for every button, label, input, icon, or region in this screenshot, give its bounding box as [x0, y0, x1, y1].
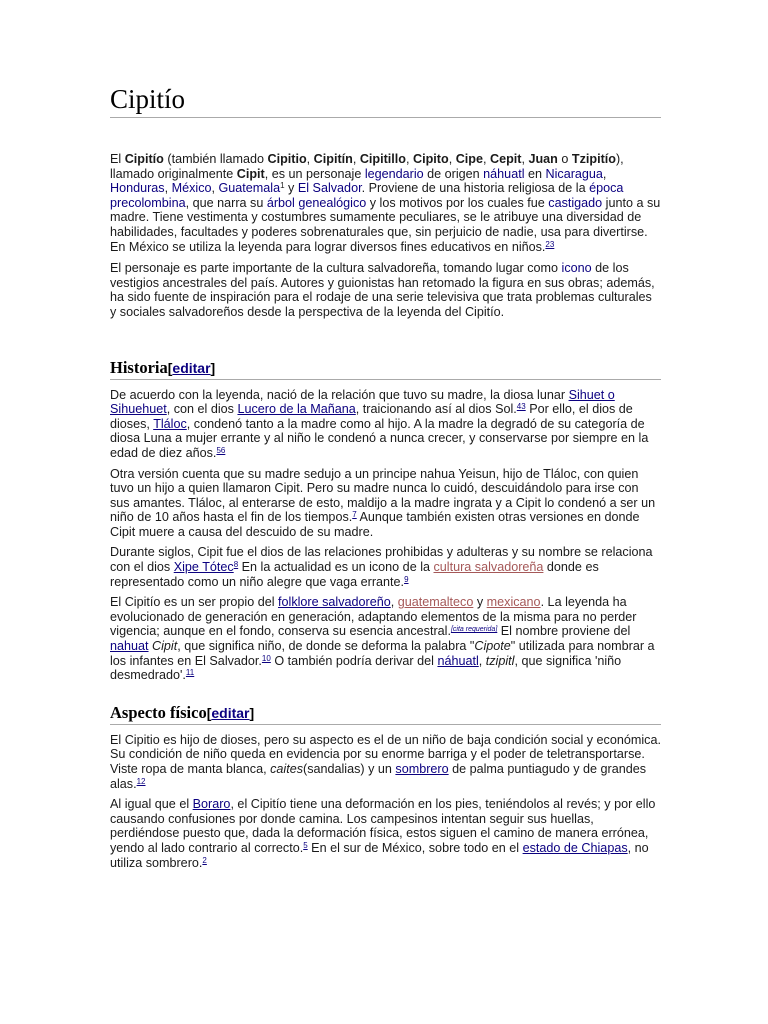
bold-term: Cipe: [455, 152, 483, 166]
reference-marker[interactable]: 12: [136, 776, 146, 786]
text-run: ), llamado originalmente: [110, 152, 624, 181]
text-run: " utilizada para nombrar a los infantes en El Salvador.: [110, 639, 655, 668]
text-run: ,: [406, 152, 413, 166]
link-epoca-precolombina[interactable]: época precolombina: [110, 181, 624, 210]
text-run: De acuerdo con la leyenda, nació de la relación que tuvo su madre, la diosa lunar: [110, 387, 569, 402]
reference-marker[interactable]: 8: [233, 560, 239, 570]
text-run: y: [473, 595, 487, 610]
text-run: El personaje es parte importante de la cultura salvadoreña, tomando lugar como: [110, 261, 562, 276]
section-title: Historia: [110, 357, 168, 377]
text-run: , condenó tanto a la madre como al hijo. A la madre la degradó de su categoría de diosa Luna a mujer errante y al niño le condenó a nunca crecer, y conservarse por siempre en la edad de diez años.: [110, 416, 649, 460]
reference-marker[interactable]: 5: [303, 840, 308, 850]
bold-term: Cipito: [413, 152, 449, 166]
text-run: , con el dios: [166, 402, 238, 417]
link-estado-de-chiapas[interactable]: estado de Chiapas: [522, 840, 628, 855]
italic-term: Cipote: [474, 639, 511, 654]
text-run: ,: [306, 152, 314, 166]
text-run: , que significa niño, de donde se deforma la palabra ": [177, 639, 475, 654]
text-run: El Cipitio es hijo de dioses, pero su aspecto es el de un niño de baja condición social y económica. Su condición de niño queda en evidencia por su enorme barriga y el poder de teletransportarse. Viste ropa de manta blanca,: [110, 732, 661, 776]
text-run: Al igual que el: [110, 797, 193, 812]
text-run: y: [284, 181, 298, 196]
aspecto-paragraph-1: [110, 733, 661, 791]
link-boraro[interactable]: Boraro: [192, 797, 231, 812]
text-run: , no utiliza sombrero.: [110, 840, 649, 870]
section-heading-aspecto-fisico: [110, 703, 661, 725]
link-cultura-salvadorena[interactable]: cultura salvadoreña: [433, 560, 544, 575]
italic-term: Cipit: [152, 639, 178, 654]
link-tlaloc[interactable]: Tláloc: [153, 416, 187, 431]
text-run: donde es representado como un niño alegre que vaga errante.: [110, 560, 599, 589]
text-run: en: [524, 166, 546, 181]
text-run: (sandalias) y un: [303, 762, 396, 776]
link-sihuet[interactable]: Sihuet o Sihuehuet: [110, 387, 615, 417]
link-folklore-salvadoreno[interactable]: folklore salvadoreño: [278, 595, 391, 610]
link-el-salvador[interactable]: El Salvador: [297, 181, 362, 196]
bold-term: Cipitillo: [359, 152, 406, 166]
text-run: ,: [521, 152, 529, 166]
link-guatemalteco[interactable]: guatemalteco: [397, 595, 474, 610]
historia-paragraph-4: [110, 595, 661, 683]
edit-bracket: ]: [249, 704, 255, 721]
reference-marker[interactable]: 11: [185, 668, 195, 678]
link-nicaragua[interactable]: Nicaragua: [545, 166, 603, 181]
text-run: Durante siglos, Cipit fue el dios de las relaciones prohibidas y adulteras y su nombre se relaciona con el dios: [110, 545, 653, 575]
edit-bracket: ]: [210, 359, 216, 376]
text-run: , que narra su: [185, 195, 267, 210]
text-run: , que significa 'niño desmedrado'.: [110, 653, 622, 683]
historia-paragraph-2: [110, 467, 661, 540]
text-run: ,: [482, 152, 490, 166]
aspecto-paragraph-2: [110, 797, 661, 870]
reference-marker[interactable]: 56: [216, 445, 226, 455]
bold-term: Cipitio: [267, 152, 307, 166]
text-run: y los motivos por los cuales fue: [366, 195, 549, 210]
text-run: O también podría derivar del: [270, 653, 438, 668]
bold-term: Cipitío: [124, 152, 164, 166]
text-run: de los vestigios ancestrales del país. Autores y guionistas han retomado la figura en sus obras; además, ha sido fuente de inspiración para el rodaje de una serie televisiva que trata problemas culturales y sociales salvadoreños desde la perspectiva de la leyenda del Cipitío.: [110, 261, 655, 319]
text-run: . La leyenda ha evolucionado de generación en generación, adaptando elementos de la misma para no perder vigencia; aunque en el fondo, conserva su esencia ancestral.: [110, 595, 637, 639]
link-icono[interactable]: icono: [561, 261, 592, 276]
text-run: En el sur de México, sobre todo en el: [307, 840, 523, 855]
text-run: El nombre proviene del: [497, 624, 631, 639]
reference-marker[interactable]: 43: [516, 402, 526, 412]
text-run: junto a su madre. Tiene vestimenta y costumbres sumamente peculiares, se le atribuye una diversidad de habilidades, facultades y poderes sobrenaturales que, sin perjuicio de nadie, usa para divertirse. En México se utiliza la leyenda para lograr diversos fines educativos en niños.: [110, 195, 661, 254]
link-legendario[interactable]: legendario: [364, 166, 424, 181]
text-run: En la actualidad es un icono de la: [238, 560, 434, 575]
reference-marker[interactable]: 1: [280, 181, 285, 191]
text-run: . Proviene de una historia religiosa de la: [361, 181, 590, 196]
intro-paragraph-1: [110, 152, 661, 254]
italic-term: tzipitl: [485, 653, 515, 668]
bold-term: Juan: [528, 152, 558, 166]
link-nahuat[interactable]: nahuat: [110, 639, 149, 654]
bold-term: Tzipitío: [571, 152, 616, 166]
text-run: (también llamado: [163, 152, 268, 166]
section-title: Aspecto físico: [110, 702, 207, 722]
text-run: Otra versión cuenta que su madre sedujo a un principe nahua Yeisun, hijo de Tláloc, con quien tuvo un hijo a quien llamaron Cipit. Pero su madre nunca lo cuidó, descuidándolo para irse con sus amantes. Tláloc, al enterarse de esto, maldijo a la madre ingrata y a Cipit lo condenó a ser un niño de 10 años hasta el fin de los tiempos.: [110, 466, 656, 525]
edit-bracket: [: [206, 704, 212, 721]
bold-term: Cipitín: [313, 152, 353, 166]
link-sombrero[interactable]: sombrero: [395, 762, 449, 776]
link-arbol-genealogico[interactable]: árbol genealógico: [266, 195, 367, 210]
bold-term: Cepit: [489, 152, 522, 166]
text-run: ,: [211, 181, 219, 196]
text-run: Por ello, el dios de dioses,: [110, 402, 633, 431]
text-run: Aunque también existen otras versiones en donde Cipit muere a causa del descuido de su madre.: [110, 510, 640, 539]
edit-link-historia[interactable]: editar: [172, 359, 211, 376]
text-run: El: [110, 152, 125, 166]
reference-marker[interactable]: 7: [352, 510, 357, 520]
text-run: o: [557, 152, 572, 166]
reference-marker[interactable]: 23: [545, 239, 555, 249]
citation-needed-marker[interactable]: [cita requerida]: [450, 626, 498, 634]
bold-term: Cipit: [236, 166, 265, 181]
text-run: ,: [602, 166, 607, 181]
link-castigado[interactable]: castigado: [548, 195, 603, 210]
text-run: de origen: [423, 166, 484, 181]
text-run: ,: [352, 152, 360, 166]
link-mexicano[interactable]: mexicano: [486, 595, 541, 610]
article-title: Cipitío: [110, 84, 661, 118]
text-run: ,: [448, 152, 456, 166]
edit-link-aspecto-fisico[interactable]: editar: [211, 704, 250, 721]
text-run: , traicionando así al dios Sol.: [355, 402, 517, 417]
historia-paragraph-1: [110, 388, 661, 461]
text-run: , el Cipitío tiene una deformación en los pies, teniéndolos al revés; y por ello causando confusiones por donde camina. Los campesinos intentan seguir sus huellas, perdiéndose puesto que, dada la deformación física, estos siguen el camino de manera errónea, yendo al lado contrario al correcto.: [110, 797, 656, 855]
reference-marker[interactable]: 10: [261, 653, 271, 663]
italic-term: caites: [270, 762, 303, 776]
link-nahuatl[interactable]: náhuatl: [483, 166, 525, 181]
link-nahuatl-2[interactable]: náhuatl: [437, 653, 479, 668]
text-run: ,: [164, 181, 172, 196]
text-run: , es un personaje: [264, 166, 365, 181]
section-heading-historia: [110, 358, 661, 380]
text-run: de palma puntiagudo y de grandes alas.: [110, 762, 647, 791]
text-run: ,: [478, 653, 486, 668]
link-honduras[interactable]: Honduras: [110, 181, 165, 196]
reference-marker[interactable]: 9: [404, 574, 409, 584]
article-content: [110, 84, 661, 870]
link-guatemala[interactable]: Guatemala: [218, 181, 281, 196]
link-lucero-de-la-manana[interactable]: Lucero de la Mañana: [237, 402, 356, 417]
text-run: ,: [390, 595, 398, 610]
link-xipe-totec[interactable]: Xipe Tótec: [173, 560, 234, 575]
text-run: El Cipitío es un ser propio del: [110, 595, 279, 610]
link-mexico[interactable]: México: [171, 181, 212, 196]
edit-bracket: [: [167, 359, 173, 376]
intro-paragraph-2: [110, 261, 661, 319]
reference-marker[interactable]: 2: [202, 855, 207, 865]
historia-paragraph-3: [110, 545, 661, 589]
